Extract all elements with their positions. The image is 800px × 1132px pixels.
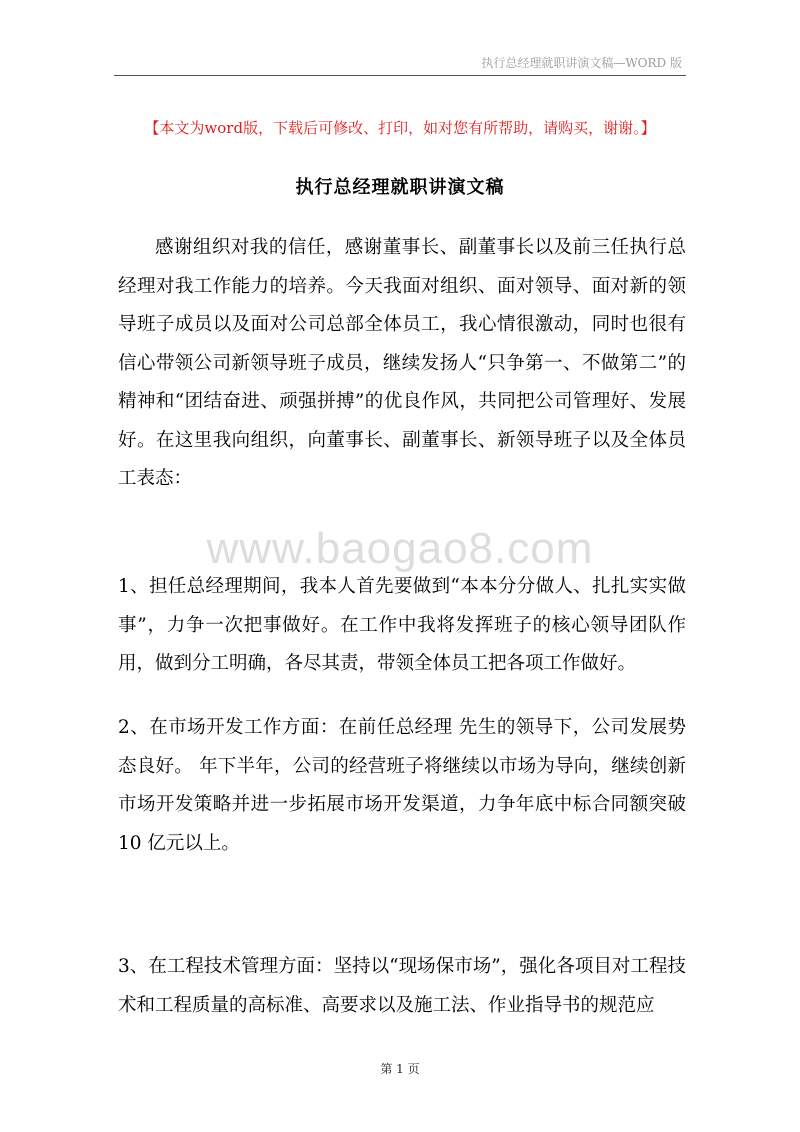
intro-paragraph: 感谢组织对我的信任，感谢董事长、副董事长以及前三任执行总经理对我工作能力的培养。今天我面对组织、面对领导、面对新的领导班子成员以及面对公司总部全体员工，我心情很激动，同时也很有信心带领公司新领导班子成员，继续发扬人“只争第一、不做第二”的精神和“团结奋进、顽强拼搏”的优良作风，共同把公司管理好、发展好。在这里我向组织，向董事长、副董事长、新领导班子以及全体员工表态： [118, 237, 686, 489]
header-divider [114, 75, 686, 76]
purchase-notice: 【本文为word版，下载后可修改、打印，如对您有所帮助，请购买，谢谢。】 [144, 119, 656, 137]
document-title: 执行总经理就职讲演文稿 [295, 177, 505, 198]
running-header: 执行总经理就职讲演文稿—WORD 版 [481, 56, 682, 70]
paragraph-point-1: 1、担任总经理期间，我本人首先要做到“本本分分做人、扎扎实实做事”，力争一次把事做好。在工作中我将发挥班子的核心领导团队作用，做到分工明确，各尽其责，带领全体员工把各项工作做好。 [118, 576, 686, 674]
page-number: 第 1 页 [380, 1062, 420, 1076]
paragraph-point-2: 2、在市场开发工作方面：在前任总经理 先生的领导下，公司发展势态良好。 年下半年，公司的经营班子将继续以市场为导向，继续创新市场开发策略并进一步拓展市场开发渠道，力争年底中标合同额突破 10 亿元以上。 [118, 717, 686, 854]
site-watermark: www.baogao8.com [206, 524, 594, 573]
paragraph-point-3: 3、在工程技术管理方面：坚持以“现场保市场”，强化各项目对工程技术和工程质量的高标准、高要求以及施工法、作业指导书的规范应 [118, 956, 686, 1016]
